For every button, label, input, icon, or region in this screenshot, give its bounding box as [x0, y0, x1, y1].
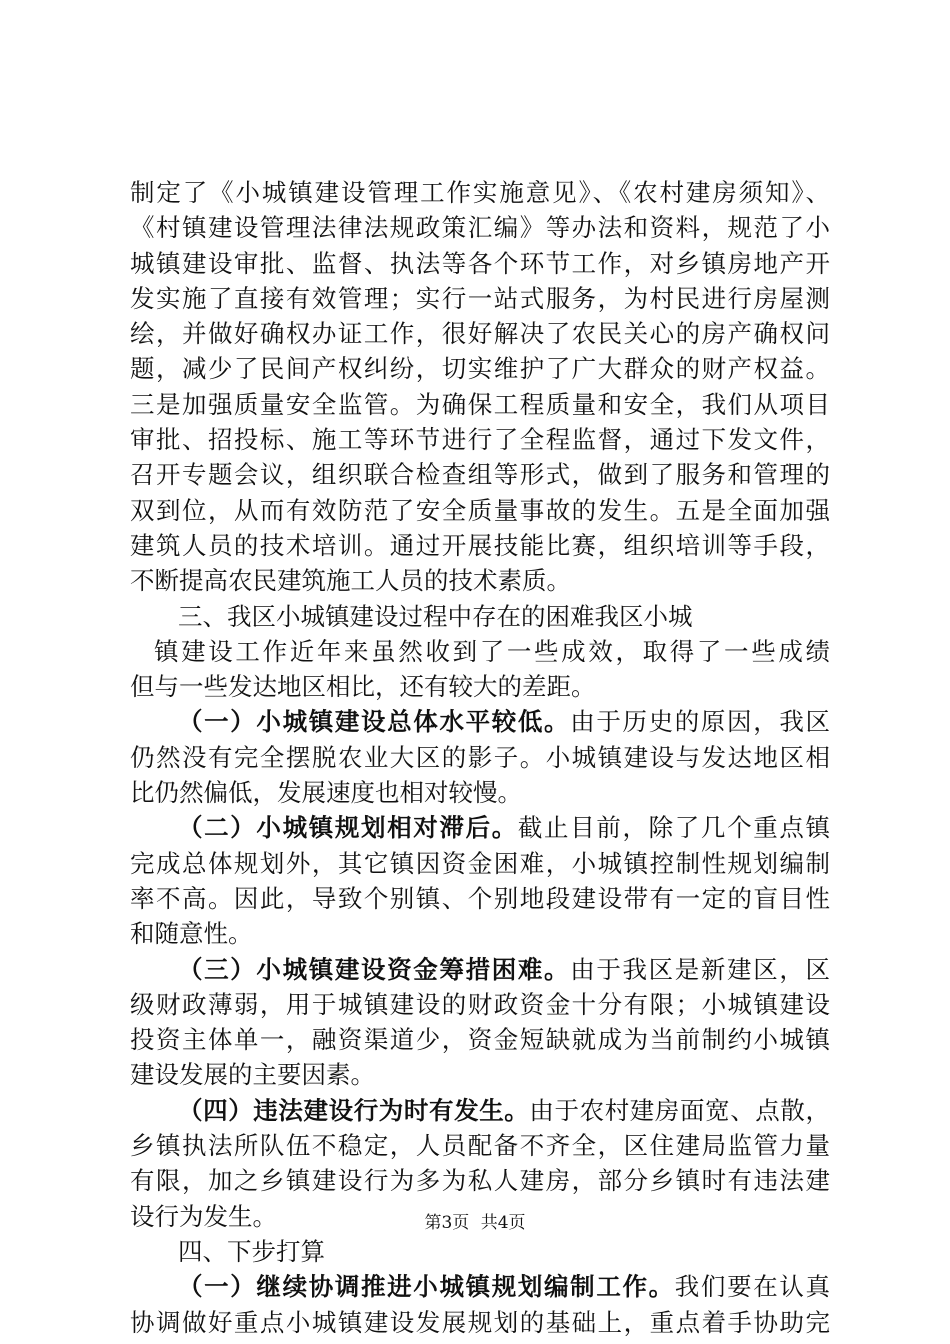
text-line: 设行为发生。: [130, 1201, 277, 1231]
section-heading: 三、我区小城镇建设过程中存在的困难我区小城: [178, 601, 693, 631]
text-run: 截止目前，除了几个重点镇: [517, 813, 830, 843]
text-line: 发实施了直接有效管理；实行一站式服务，为村民进行房屋测: [130, 283, 830, 313]
paragraph-first-line: [130, 952, 830, 987]
text-line: 乡镇执法所队伍不稳定，人员配备不齐全，区住建局监管力量: [130, 1131, 830, 1161]
section-heading: 四、下步打算: [178, 1236, 325, 1266]
text-line: 协调做好重点小城镇建设发展规划的基础上，重点着手协助完: [130, 1307, 830, 1337]
text-line: 级财政薄弱，用于城镇建设的财政资金十分有限；小城镇建设: [130, 989, 830, 1019]
text-run: 由于我区是新建区，区: [570, 954, 830, 984]
text-line: 题，减少了民间产权纠纷，切实维护了广大群众的财产权益。: [130, 354, 830, 384]
text-line: 比仍然偏低，发展速度也相对较慢。: [130, 778, 522, 808]
text-run: 由于农村建房面宽、点散，: [529, 1095, 830, 1125]
text-run: 由于历史的原因，我区: [570, 707, 830, 737]
text-line: 有限，加之乡镇建设行为多为私人建房，部分乡镇时有违法建: [130, 1166, 830, 1196]
page-total: 共4页: [480, 1213, 526, 1233]
page-number: 第3页: [424, 1213, 470, 1233]
text-line: 城镇建设审批、监督、执法等各个环节工作，对乡镇房地产开: [130, 248, 830, 278]
text-line: 建筑人员的技术培训。通过开展技能比赛，组织培训等手段，: [130, 530, 830, 560]
text-line: 率不高。因此，导致个别镇、个别地段建设带有一定的盲目性: [130, 883, 830, 913]
subheading: （二）小城镇规划相对滞后。: [178, 813, 518, 843]
text-line: 《村镇建设管理法律法规政策汇编》等办法和资料，规范了小: [130, 213, 830, 243]
subheading: （一）继续协调推进小城镇规划编制工作。: [178, 1272, 675, 1302]
page-footer: [0, 1212, 950, 1234]
text-line: 召开专题会议，组织联合检查组等形式，做到了服务和管理的: [130, 460, 830, 490]
text-line: 和随意性。: [130, 919, 253, 949]
paragraph-first-line: [130, 1093, 830, 1128]
text-line: 不断提高农民建筑施工人员的技术素质。: [130, 566, 571, 596]
subheading: （三）小城镇建设资金筹措困难。: [178, 954, 571, 984]
text-line: 绘，并做好确权办证工作，很好解决了农民关心的房产确权问: [130, 319, 830, 349]
paragraph-first-line: [130, 810, 830, 845]
text-line: 但与一些发达地区相比，还有较大的差距。: [130, 672, 596, 702]
paragraph-first-line: [130, 704, 830, 739]
text-line: 三是加强质量安全监管。为确保工程质量和安全，我们从项目: [130, 389, 830, 419]
subheading: （四）违法建设行为时有发生。: [178, 1095, 530, 1125]
text-line: 双到位，从而有效防范了安全质量事故的发生。五是全面加强: [130, 495, 830, 525]
text-line: 仍然没有完全摆脱农业大区的影子。小城镇建设与发达地区相: [130, 742, 830, 772]
text-line: 审批、招投标、施工等环节进行了全程监督，通过下发文件，: [130, 425, 830, 455]
text-line: 镇建设工作近年来虽然收到了一些成效，取得了一些成绩: [154, 636, 830, 666]
text-line: 制定了《小城镇建设管理工作实施意见》、《农村建房须知》、: [130, 178, 830, 207]
paragraph-first-line: [130, 1269, 830, 1304]
text-line: 投资主体单一，融资渠道少，资金短缺就成为当前制约小城镇: [130, 1025, 830, 1055]
text-line: 完成总体规划外，其它镇因资金困难，小城镇控制性规划编制: [130, 848, 830, 878]
text-run: 我们要在认真: [674, 1272, 830, 1302]
text-line: 建设发展的主要因素。: [130, 1060, 375, 1090]
subheading: （一）小城镇建设总体水平较低。: [178, 707, 571, 737]
document-body: [130, 175, 830, 1340]
